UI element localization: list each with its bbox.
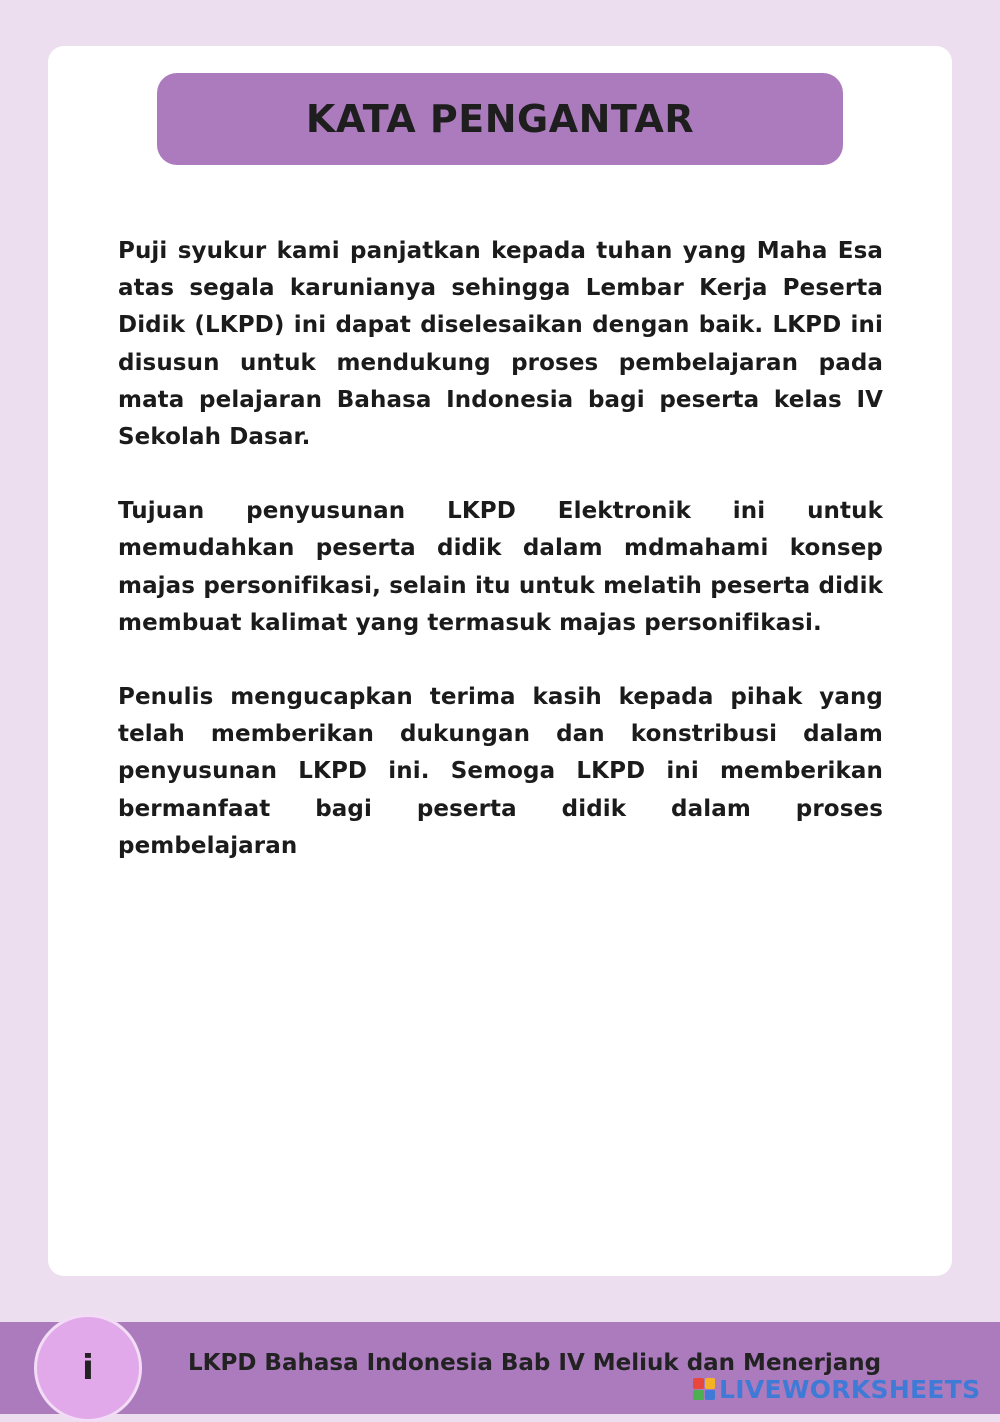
mark-square <box>705 1390 716 1401</box>
liveworksheets-text: LIVEWORKSHEETS <box>719 1374 981 1404</box>
body-text <box>118 233 883 902</box>
page-number: i <box>82 1348 94 1388</box>
page-title: KATA PENGANTAR <box>305 97 695 141</box>
page-number-badge <box>34 1314 142 1422</box>
paragraph-2: Tujuan penyusunan LKPD Elektronik ini untuk memudahkan peserta didik dalam mdmahami konsep majas personifikasi, selain itu untuk melatih peserta didik membuat kalimat yang termasuk majas personifikasi. <box>118 498 883 636</box>
footer-title: LKPD Bahasa Indonesia Bab IV Meliuk dan Menerjang <box>188 1350 882 1376</box>
paragraph-3: Penulis mengucapkan terima kasih kepada pihak yang telah memberikan dukungan dan konstribusi dalam penyusunan LKPD ini. Semoga LKPD ini memberikan bermanfaat bagi peserta didik dalam proses pembelajaran <box>118 684 883 859</box>
mark-square <box>693 1378 704 1389</box>
title-banner <box>157 73 843 165</box>
liveworksheets-mark-icon <box>693 1378 715 1400</box>
mark-square <box>705 1378 716 1389</box>
liveworksheets-logo[interactable] <box>693 1374 980 1404</box>
mark-square <box>693 1390 704 1401</box>
paragraph-1: Puji syukur kami panjatkan kepada tuhan yang Maha Esa atas segala karunianya sehingga Lembar Kerja Peserta Didik (LKPD) ini dapat diselesaikan dengan baik. LKPD ini disusun untuk mendukung proses pembelajaran pada mata pelajaran Bahasa Indonesia bagi peserta kelas IV Sekolah Dasar. <box>118 238 883 451</box>
